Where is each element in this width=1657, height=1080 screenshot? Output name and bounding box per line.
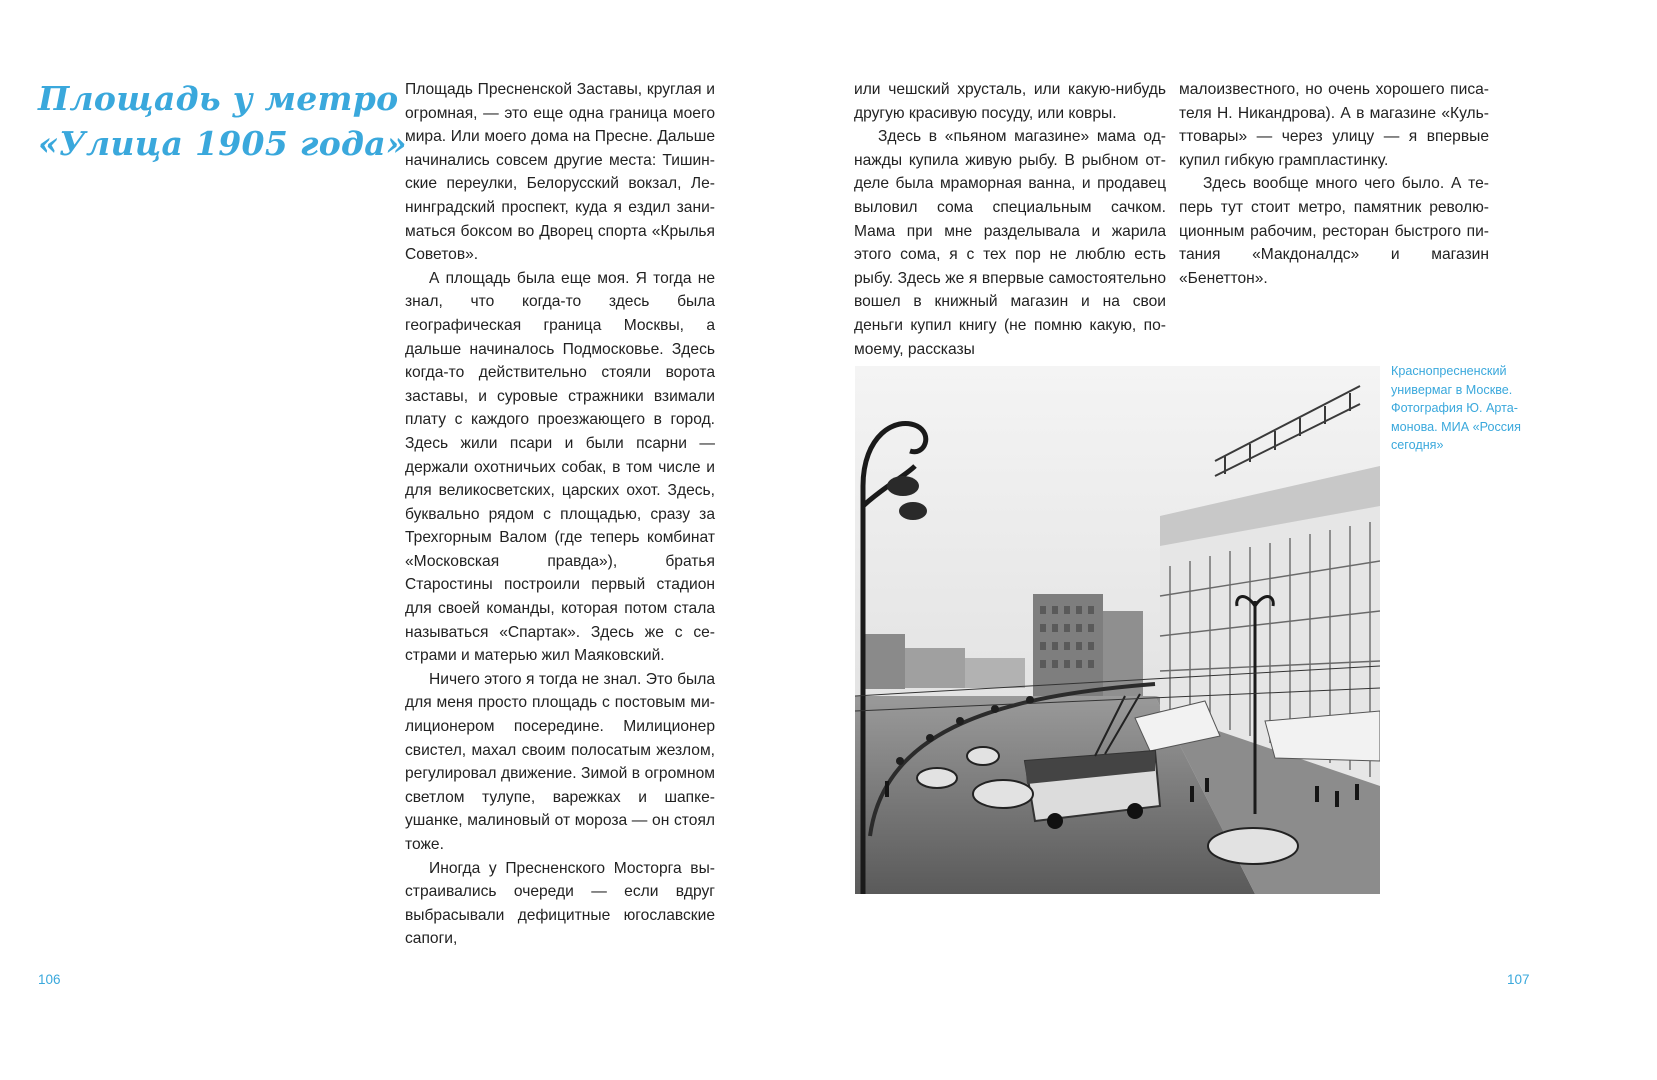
chapter-title xyxy=(38,76,407,166)
caption-line: Краснопресненский xyxy=(1391,364,1507,378)
paragraph: Иногда у Пресненского Мосторга выстраивались очереди — если вдруг выбрасывали дефицитные югославские сапоги, xyxy=(405,859,715,948)
caption-line: монова. МИА «Россия xyxy=(1391,419,1521,434)
paragraph: Здесь вообще много чего было. А теперь тут стоит метро, памятник революционным рабочим, ресторан быстрого питания «Макдоналдс» и магазин «Бенеттон». xyxy=(1179,175,1489,287)
paragraph: Ничего этого я тогда не знал. Это была для меня просто площадь с постовым милиционером посередине. Милиционер свистел, махал своим полосатым жезлом, регулировал движение. Зимой в огромном светлом тулупе, варежках и шапке-ушанке, малиновый от мороза — он стоял тоже. xyxy=(405,670,715,853)
distant-building xyxy=(965,658,1025,688)
caption-line: Фотография Ю. Арта- xyxy=(1391,401,1518,416)
lamp-globe xyxy=(899,502,927,520)
distant-building xyxy=(865,634,905,689)
text-column-3 xyxy=(1179,78,1489,290)
department-store-photo xyxy=(855,366,1380,894)
page-number-left: 106 xyxy=(38,972,61,987)
paragraph: Площадь Пресненской Заставы, круглая и огромная, — это еще одна граница моего мира. Или моего дома на Пресне. Дальше начинались совсем другие места: Тишинские переулки, Белорусский вокзал, Ленинградский проспект, куда я ездил заниматься боксом во Дворец спорта «Крылья Советов». xyxy=(405,81,715,264)
paragraph: Здесь в «пьяном магазине» мама однажды купила живую рыбу. В рыбном отделе была мраморная ванна, и продавец выловил сома специальным сачком. Мама при мне разделывала и жарила этого сома, я с тех пор не люблю есть рыбу. Здесь же я впервые самостоятельно вошел в книжный магазин и на свои деньги купил книгу (не помню какую, по-моему, рассказы xyxy=(854,128,1166,358)
caption-line: сегодня» xyxy=(1391,438,1444,453)
chapter-title-line-2: «Улица 1905 года» xyxy=(38,124,407,163)
paragraph: А площадь была еще моя. Я тогда не знал, что когда-то здесь была географическая граница Москвы, а дальше начиналось Подмосковье. Здесь когда-то действительно стояли ворота заставы, и суровые стражники взимали плату с каждого проезжающего в город. Здесь жили псари и были псарни — держали охотничьих собак, в том числе и для великосветских, царских охот. Здесь, буквально рядом с площадью, сразу за Трехгорным Валом (где теперь комбинат «Московская правда»), братья Старостины построили первый стадион для своей команды, которая потом стала называться «Спартак». Здесь же с сестрами и матерью жил Маяковский. xyxy=(405,269,715,665)
lamp-globe xyxy=(887,476,919,496)
page-number-right: 107 xyxy=(1507,972,1530,987)
distant-building xyxy=(905,648,965,688)
photo-caption xyxy=(1391,362,1523,455)
chapter-title-line-1: Площадь у метро xyxy=(38,79,399,118)
text-column-2 xyxy=(854,78,1166,361)
paragraph: или чешский хрусталь, или какую-нибудь другую красивую посуду, или ковры. xyxy=(854,81,1166,122)
photo-illustration xyxy=(855,366,1380,894)
text-column-1 xyxy=(405,78,715,951)
caption-line: универмаг в Москве. xyxy=(1391,382,1513,397)
paragraph: малоизвестного, но очень хорошего писателя Н. Никандрова). А в магазине «Культтовары» — через улицу — я впервые купил гибкую грампластинку. xyxy=(1179,81,1489,169)
